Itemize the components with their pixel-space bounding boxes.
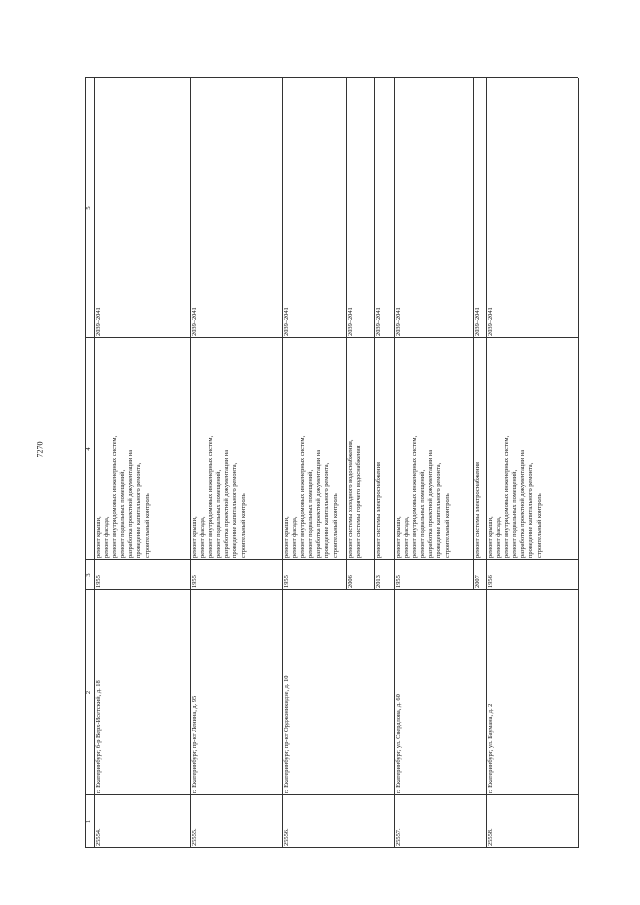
row-period: 2039–2041 (191, 307, 198, 336)
column-divider (85, 77, 578, 78)
row-number: 25555. (191, 828, 198, 846)
column-header: 2 (85, 690, 92, 695)
row-year: 2013 (375, 575, 382, 588)
row-number: 25557. (395, 828, 402, 846)
row-year: 1955 (95, 575, 102, 588)
row-period: 2039–2041 (375, 307, 382, 336)
sub-row-divider (473, 78, 474, 590)
row-works: ремонт крыши, ремонт фасада, ремонт внутридомовых инженерных систем, ремонт подвальных помещений, разработка проектной документации на проведение капитального ремонта, строительный контроль (191, 435, 247, 558)
row-year: 1955 (395, 575, 402, 588)
column-divider (85, 337, 578, 338)
column-header: 1 (85, 819, 92, 824)
column-divider (85, 794, 578, 795)
column-divider (85, 589, 578, 590)
column-divider (85, 847, 578, 848)
row-year: 1956 (487, 575, 494, 588)
row-number: 25554. (95, 828, 102, 846)
row-works: ремонт крыши, ремонт фасада, ремонт внутридомовых инженерных систем, ремонт подвальных помещений, разработка проектной документации на проведение капитального ремонта, строительный контроль (283, 435, 339, 558)
row-number: 25556. (283, 828, 290, 846)
sub-row-divider (346, 78, 347, 590)
row-works: ремонт крыши, ремонт фасада, ремонт внутридомовых инженерных систем, ремонт подвальных помещений, разработка проектной документации на проведение капитального ремонта, строительный контроль (95, 435, 151, 558)
column-header: 4 (85, 447, 92, 451)
row-works: ремонт системы электроснабжения (474, 462, 481, 558)
row-year: 1955 (283, 575, 290, 588)
column-header: 3 (85, 573, 92, 577)
column-header: 5 (85, 206, 92, 210)
row-works: ремонт системы электроснабжения (375, 462, 382, 558)
row-works: ремонт системы холодного водоснабжения, ремонт системы горячего водоснабжения (347, 439, 363, 558)
repair-schedule-table (85, 78, 603, 848)
row-period: 2039–2041 (474, 307, 481, 336)
page-number: 7270 (35, 441, 45, 458)
row-number: 25558. (487, 828, 494, 846)
row-works: ремонт крыши, ремонт фасада, ремонт внутридомовых инженерных систем, ремонт подвальных помещений, разработка проектной документации на проведение капитального ремонта, строительный контроль (395, 435, 451, 558)
row-address: г. Екатеринбург, ул. Баумана, д. 2 (487, 703, 494, 793)
row-period: 2039–2041 (347, 307, 354, 336)
row-address: г. Екатеринбург, б-р Верх-Исетский, д. 18 (95, 680, 102, 793)
sub-row-divider (374, 78, 375, 590)
row-works: ремонт крыши, ремонт фасада, ремонт внутридомовых инженерных систем, ремонт подвальных помещений, разработка проектной документации на проведение капитального ремонта, строительный контроль (487, 435, 543, 558)
row-address: г. Екатеринбург, пр-кт Орджоникидзе, д. 10 (283, 675, 290, 793)
row-year: 1955 (191, 575, 198, 588)
row-address: г. Екатеринбург, пр-кт Ленина, д. 95 (191, 695, 198, 793)
row-year: 2006 (347, 575, 354, 588)
row-year: 2007 (474, 575, 481, 588)
row-divider (578, 78, 579, 848)
row-period: 2039–2041 (487, 307, 494, 336)
row-period: 2039–2041 (283, 307, 290, 336)
row-period: 2039–2041 (95, 307, 102, 336)
row-address: г. Екатеринбург, ул. Свердлова, д. 60 (395, 694, 402, 793)
row-period: 2039–2041 (395, 307, 402, 336)
column-divider (85, 559, 578, 560)
table-border-top (85, 78, 86, 848)
